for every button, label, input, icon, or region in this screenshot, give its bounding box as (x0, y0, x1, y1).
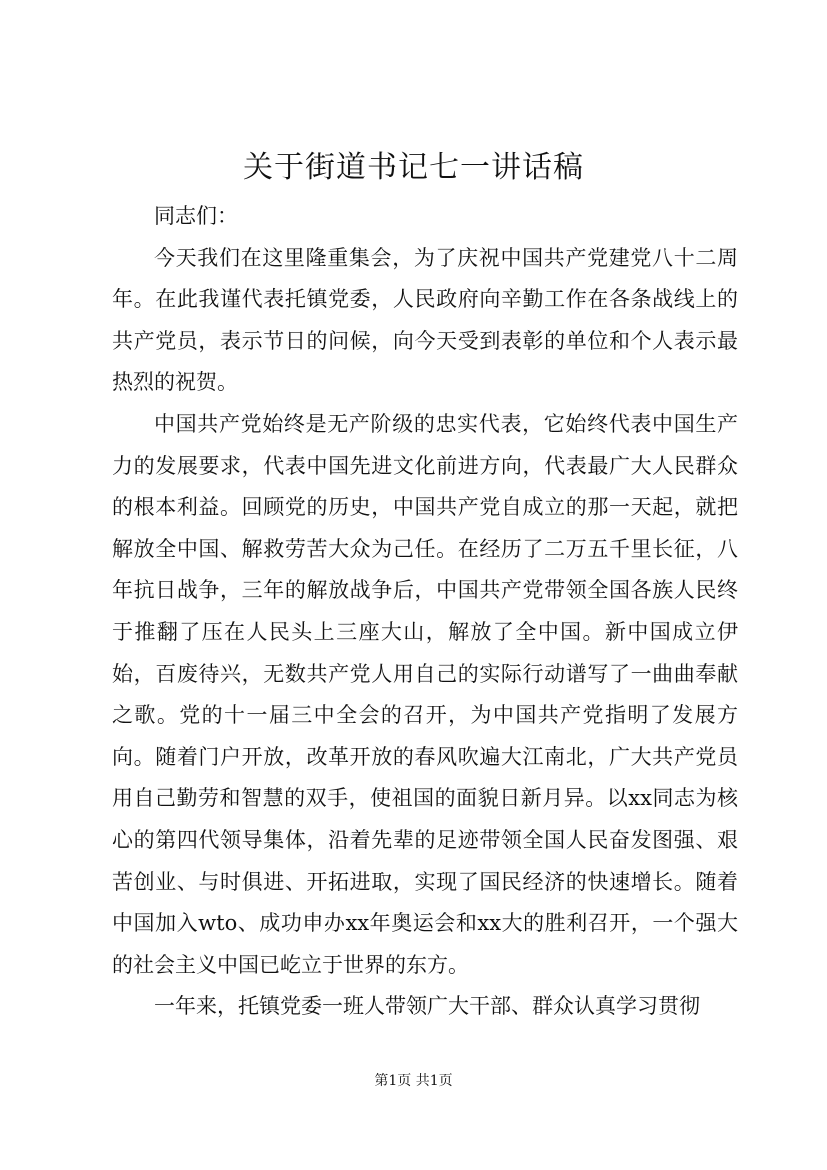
paragraph-salutation: 同志们： (154, 204, 238, 228)
paragraph-history: 中国共产党始终是无产阶级的忠实代表，它始终代表中国生产力的发展要求，代表中国先进文化前进方向，代表最广大人民群众的根本利益。回顾党的历史，中国共产党自成立的那一天起，就把解放全中国、解救劳苦大众为己任。在经历了二万五千里长征，八年抗日战争，三年的解放战争后，中国共产党带领全国各族人民终于推翻了压在人民头上三座大山，解放了全中国。新中国成立伊始，百废待兴，无数共产党人用自己的实际行动谱写了一曲曲奉献之歌。党的十一届三中全会的召开，为中国共产党指明了发展方向。随着门户开放，改革开放的春风吹遍大江南北，广大共产党员用自己勤劳和智慧的双手，使祖国的面貌日新月异。以xx同志为核心的第四代领导集体，沿着先辈的足迹带领全国人民奋发图强、艰苦创业、与时俱进、开拓进取，实现了国民经济的快速增长。随着中国加入wto、成功申办xx年奥运会和xx大的胜利召开，一个强大的社会主义中国已屹立于世界的东方。 (112, 411, 738, 977)
document-title: 关于街道书记七一讲话稿 (243, 150, 584, 185)
page-footer: 第1页 共1页 (374, 1073, 453, 1089)
paragraph-opening: 今天我们在这里隆重集会，为了庆祝中国共产党建党八十二周年。在此我谨代表托镇党委，人民政府向辛勤工作在各条战线上的共产党员，表示节日的问候，向今天受到表彰的单位和个人表示最热烈的祝贺。 (112, 245, 738, 395)
paragraph-past-year: 一年来，托镇党委一班人带领广大干部、群众认真学习贯彻 (154, 994, 700, 1019)
document-body (112, 196, 738, 1028)
